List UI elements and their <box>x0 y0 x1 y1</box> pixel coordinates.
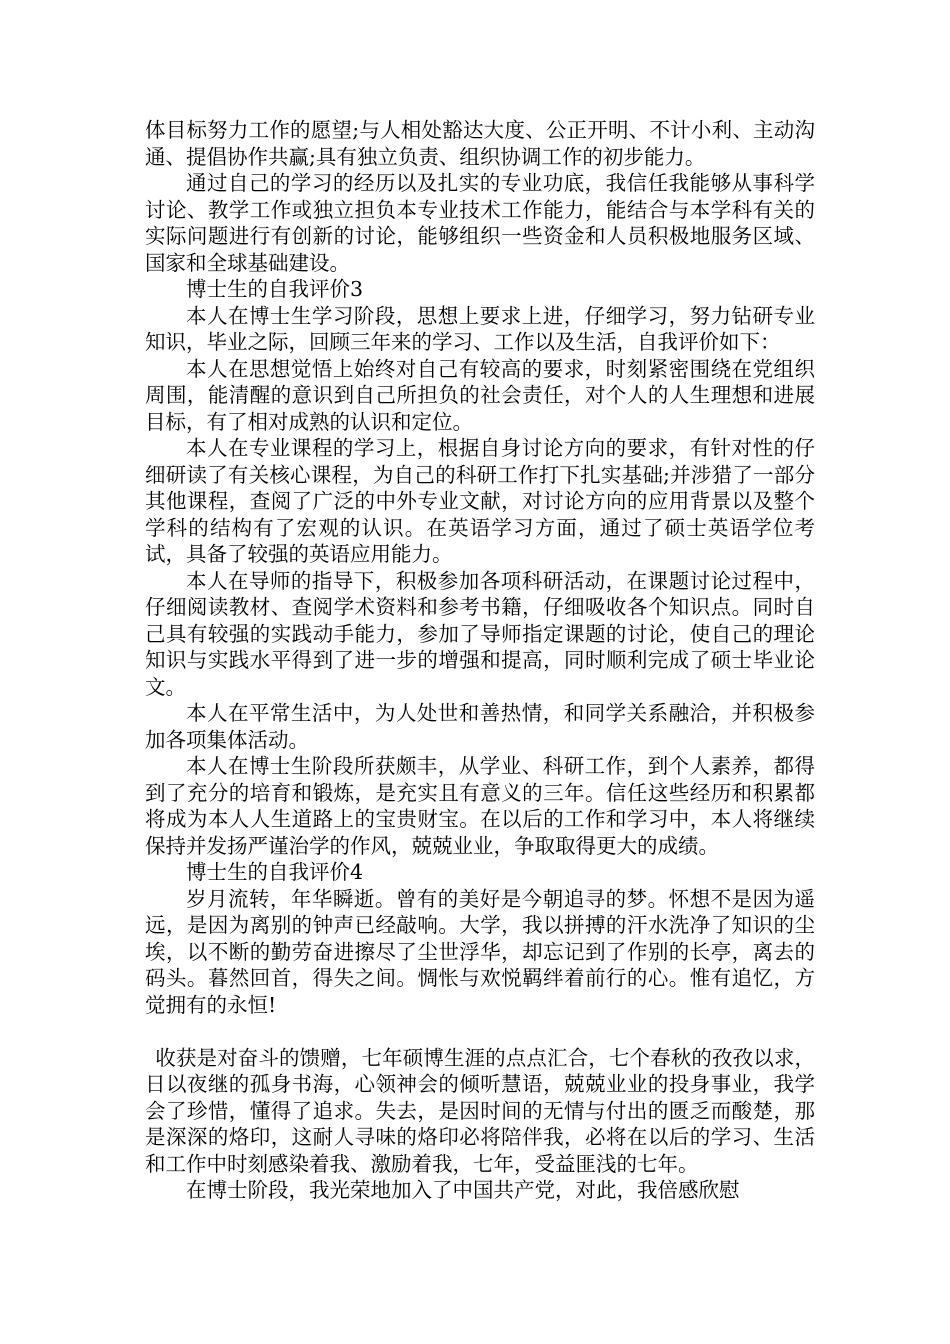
paragraph-continuation: 体目标努力工作的愿望;与人相处豁达大度、公正开明、不计小利、主动沟通、提倡协作共赢;具有独立负责、组织协调工作的初步能力。 <box>145 118 815 169</box>
section-heading-4: 博士生的自我评价4 <box>186 860 364 884</box>
paragraph-years-pass: 岁月流转，年华瞬逝。曾有的美好是今朝追寻的梦。怀想不是因为遥远，是因为离别的钟声已经敲响。大学，我以拼搏的汗水洗净了知识的尘埃，以不断的勤劳奋进擦尽了尘世浮华，却忘记到了作别的长亭，离去的码头。暮然回首，得失之间。惆怅与欢悦羁绊着前行的心。惟有追忆，方觉拥有的永恒! <box>145 886 815 1017</box>
document-page <box>145 117 815 1204</box>
paragraph-daily-life: 本人在平常生活中，为人处世和善热情，和同学关系融洽，并积极参加各项集体活动。 <box>145 701 815 752</box>
paragraph-coursework: 本人在专业课程的学习上，根据自身讨论方向的要求，有针对性的仔细研读了有关核心课程，为自己的科研工作打下扎实基础;并涉猎了一部分其他课程，查阅了广泛的中外专业文献，对讨论方向的应用背景以及整个学科的结构有了宏观的认识。在英语学习方面，通过了硕士英语学位考试，具备了较强的英语应用能力。 <box>145 436 815 566</box>
blank-line <box>145 1018 815 1045</box>
paragraph-ideology: 本人在思想觉悟上始终对自己有较高的要求，时刻紧密围绕在党组织周围，能清醒的意识到自己所担负的社会责任，对个人的人生理想和进展目标，有了相对成熟的认识和定位。 <box>145 356 815 434</box>
paragraph-research: 本人在导师的指导下，积极参加各项科研活动，在课题讨论过程中，仔细阅读教材、查阅学术资料和参考书籍，仔细吸收各个知识点。同时自己具有较强的实践动手能力，参加了导师指定课题的讨论，使自己的理论知识与实践水平得到了进一步的增强和提高，同时顺利完成了硕士毕业论文。 <box>145 568 815 699</box>
paragraph-professional-foundation: 通过自己的学习的经历以及扎实的专业功底，我信任我能够从事科学讨论、教学工作或独立担负本专业技术工作能力，能结合与本学科有关的实际问题进行有创新的讨论，能够组织一些资金和人员积极地服务区域、国家和全球基础建设。 <box>145 171 815 275</box>
paragraph-party: 在博士阶段，我光荣地加入了中国共产党，对此，我倍感欣慰 <box>186 1178 740 1202</box>
paragraph-summary-3: 本人在博士生阶段所获颇丰，从学业、科研工作，到个人素养，都得到了充分的培育和锻炼，是充实且有意义的三年。信任这些经历和积累都将成为本人人生道路上的宝贵财宝。在以后的工作和学习中，本人将继续保持并发扬严谨治学的作风，兢兢业业，争取取得更大的成绩。 <box>145 754 815 858</box>
paragraph-harvest: 收获是对奋斗的馈赠，七年硕博生涯的点点汇合，七个春秋的孜孜以求，日以夜继的孤身书海，心领神会的倾听慧语，兢兢业业的投身事业，我学会了珍惜，懂得了追求。失去，是因时间的无情与付出的匮乏而酸楚，那是深深的烙印，这耐人寻味的烙印必将陪伴我，必将在以后的学习、生活和工作中时刻感染着我、激励着我，七年，受益匪浅的七年。 <box>145 1045 815 1176</box>
section-heading-3: 博士生的自我评价3 <box>186 277 364 301</box>
paragraph-intro-3: 本人在博士生学习阶段，思想上要求上进，仔细学习，努力钻研专业知识，毕业之际，回顾三年来的学习、工作以及生活，自我评价如下： <box>145 303 815 354</box>
